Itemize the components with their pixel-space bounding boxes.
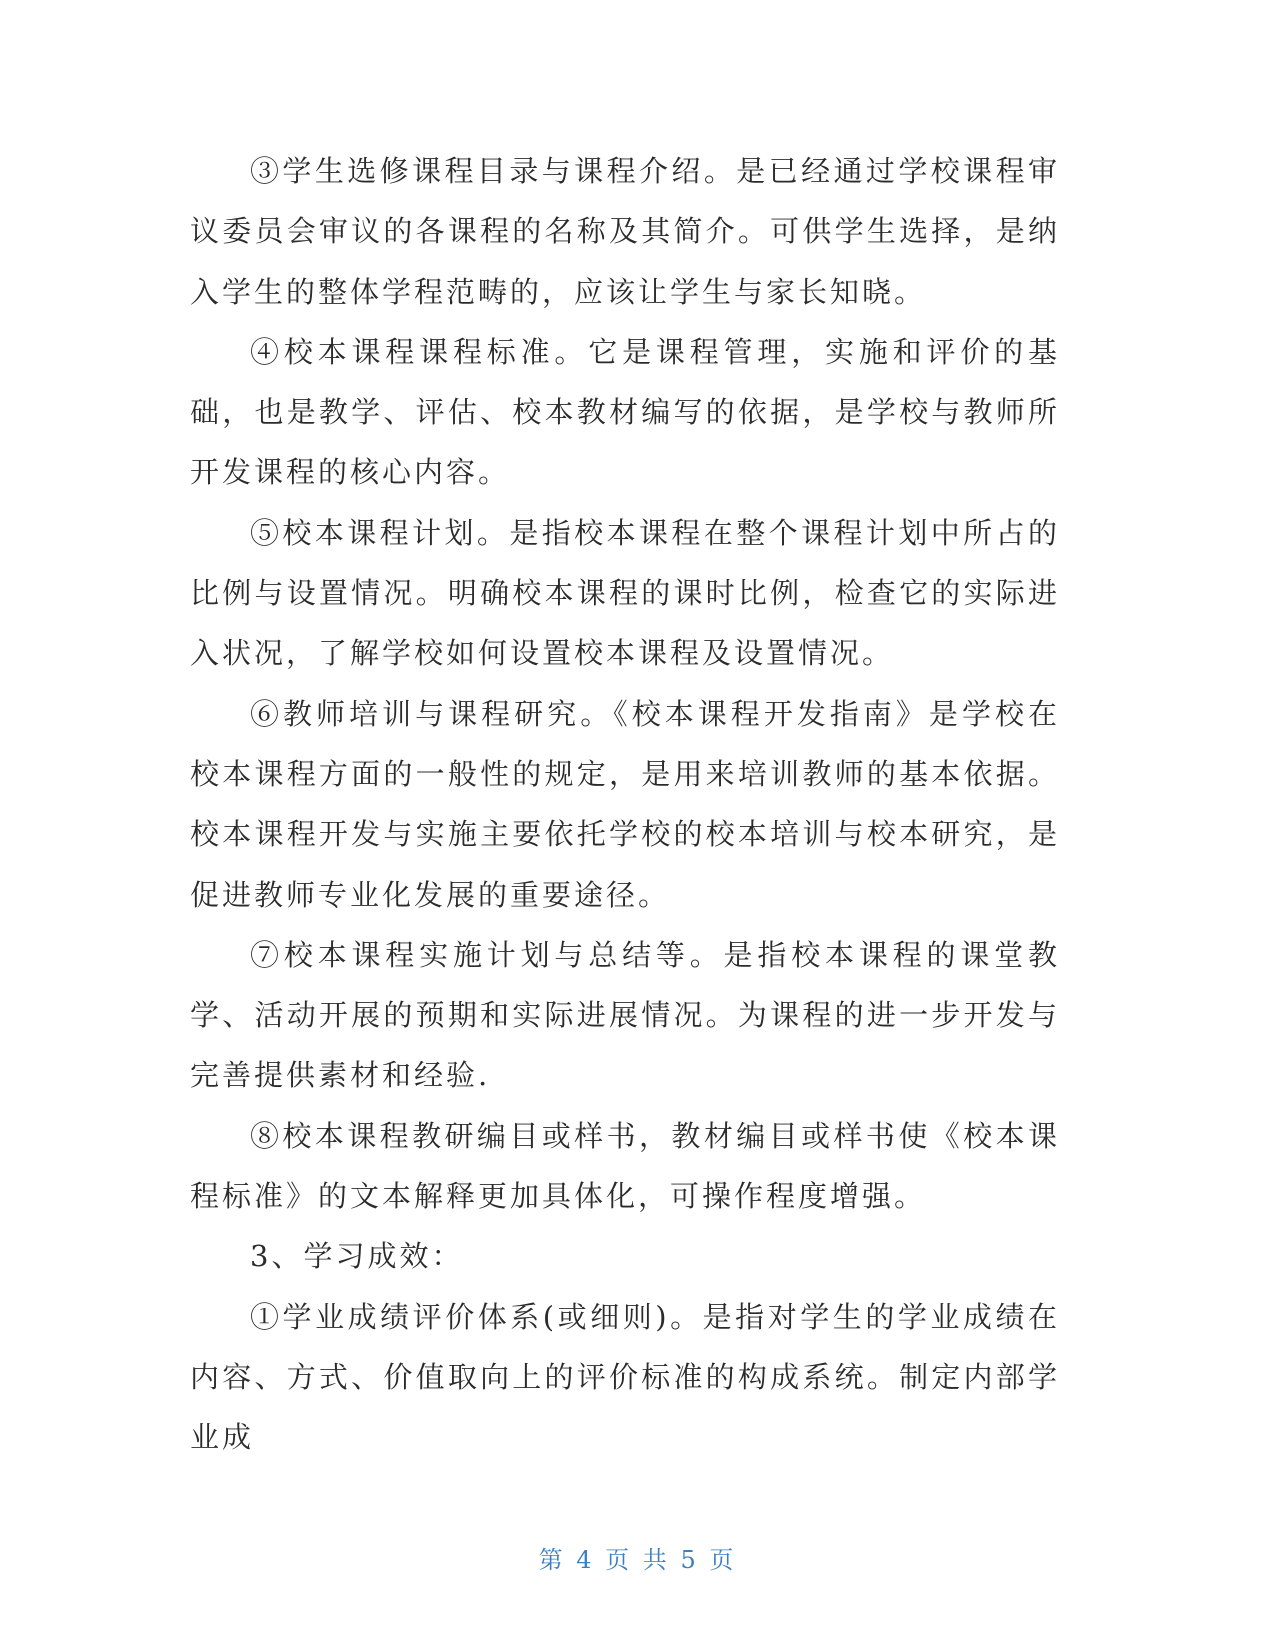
page-label-suffix: 页 [709,1546,737,1574]
page-footer [0,1540,1275,1575]
document-body [190,141,1060,1468]
current-page-number: 4 [576,1546,595,1574]
paragraph-elective-catalog: ③学生选修课程目录与课程介绍。是已经通过学校课程审议委员会审议的各课程的名称及其简介。可供学生选择，是纳入学生的整体学程范畴的，应该让学生与家长知晓。 [190,154,1060,309]
paragraph-evaluation-system: ①学业成绩评价体系(或细则)。是指对学生的学业成绩在内容、方式、价值取向上的评价标准的构成系统。制定内部学业成 [190,1299,1060,1455]
paragraph-course-standard: ④校本课程课程标准。它是课程管理，实施和评价的基础，也是教学、评估、校本教材编写的依据，是学校与教师所开发课程的核心内容。 [190,334,1060,490]
paragraph-teacher-training: ⑥教师培训与课程研究。《校本课程开发指南》是学校在校本课程方面的一般性的规定，是用来培训教师的基本依据。校本课程开发与实施主要依托学校的校本培训与校本研究，是促进教师专业化发展的重要途径。 [190,696,1060,912]
paragraph-implementation-plan: ⑦校本课程实施计划与总结等。是指校本课程的课堂教学、活动开展的预期和实际进展情况。为课程的进一步开发与完善提供素材和经验. [190,937,1060,1093]
page-label-prefix: 第 [538,1546,566,1574]
total-page-number: 5 [680,1546,699,1574]
page-label-mid: 页 共 [605,1546,670,1574]
section-heading-learning-outcomes: 3、学习成效： [250,1239,464,1274]
paragraph-teaching-materials: ⑧校本课程教研编目或样书，教材编目或样书使《校本课程标准》的文本解释更加具体化，可操作程度增强。 [190,1118,1060,1214]
paragraph-course-plan: ⑤校本课程计划。是指校本课程在整个课程计划中所占的比例与设置情况。明确校本课程的课时比例，检查它的实际进入状况，了解学校如何设置校本课程及设置情况。 [190,515,1060,671]
